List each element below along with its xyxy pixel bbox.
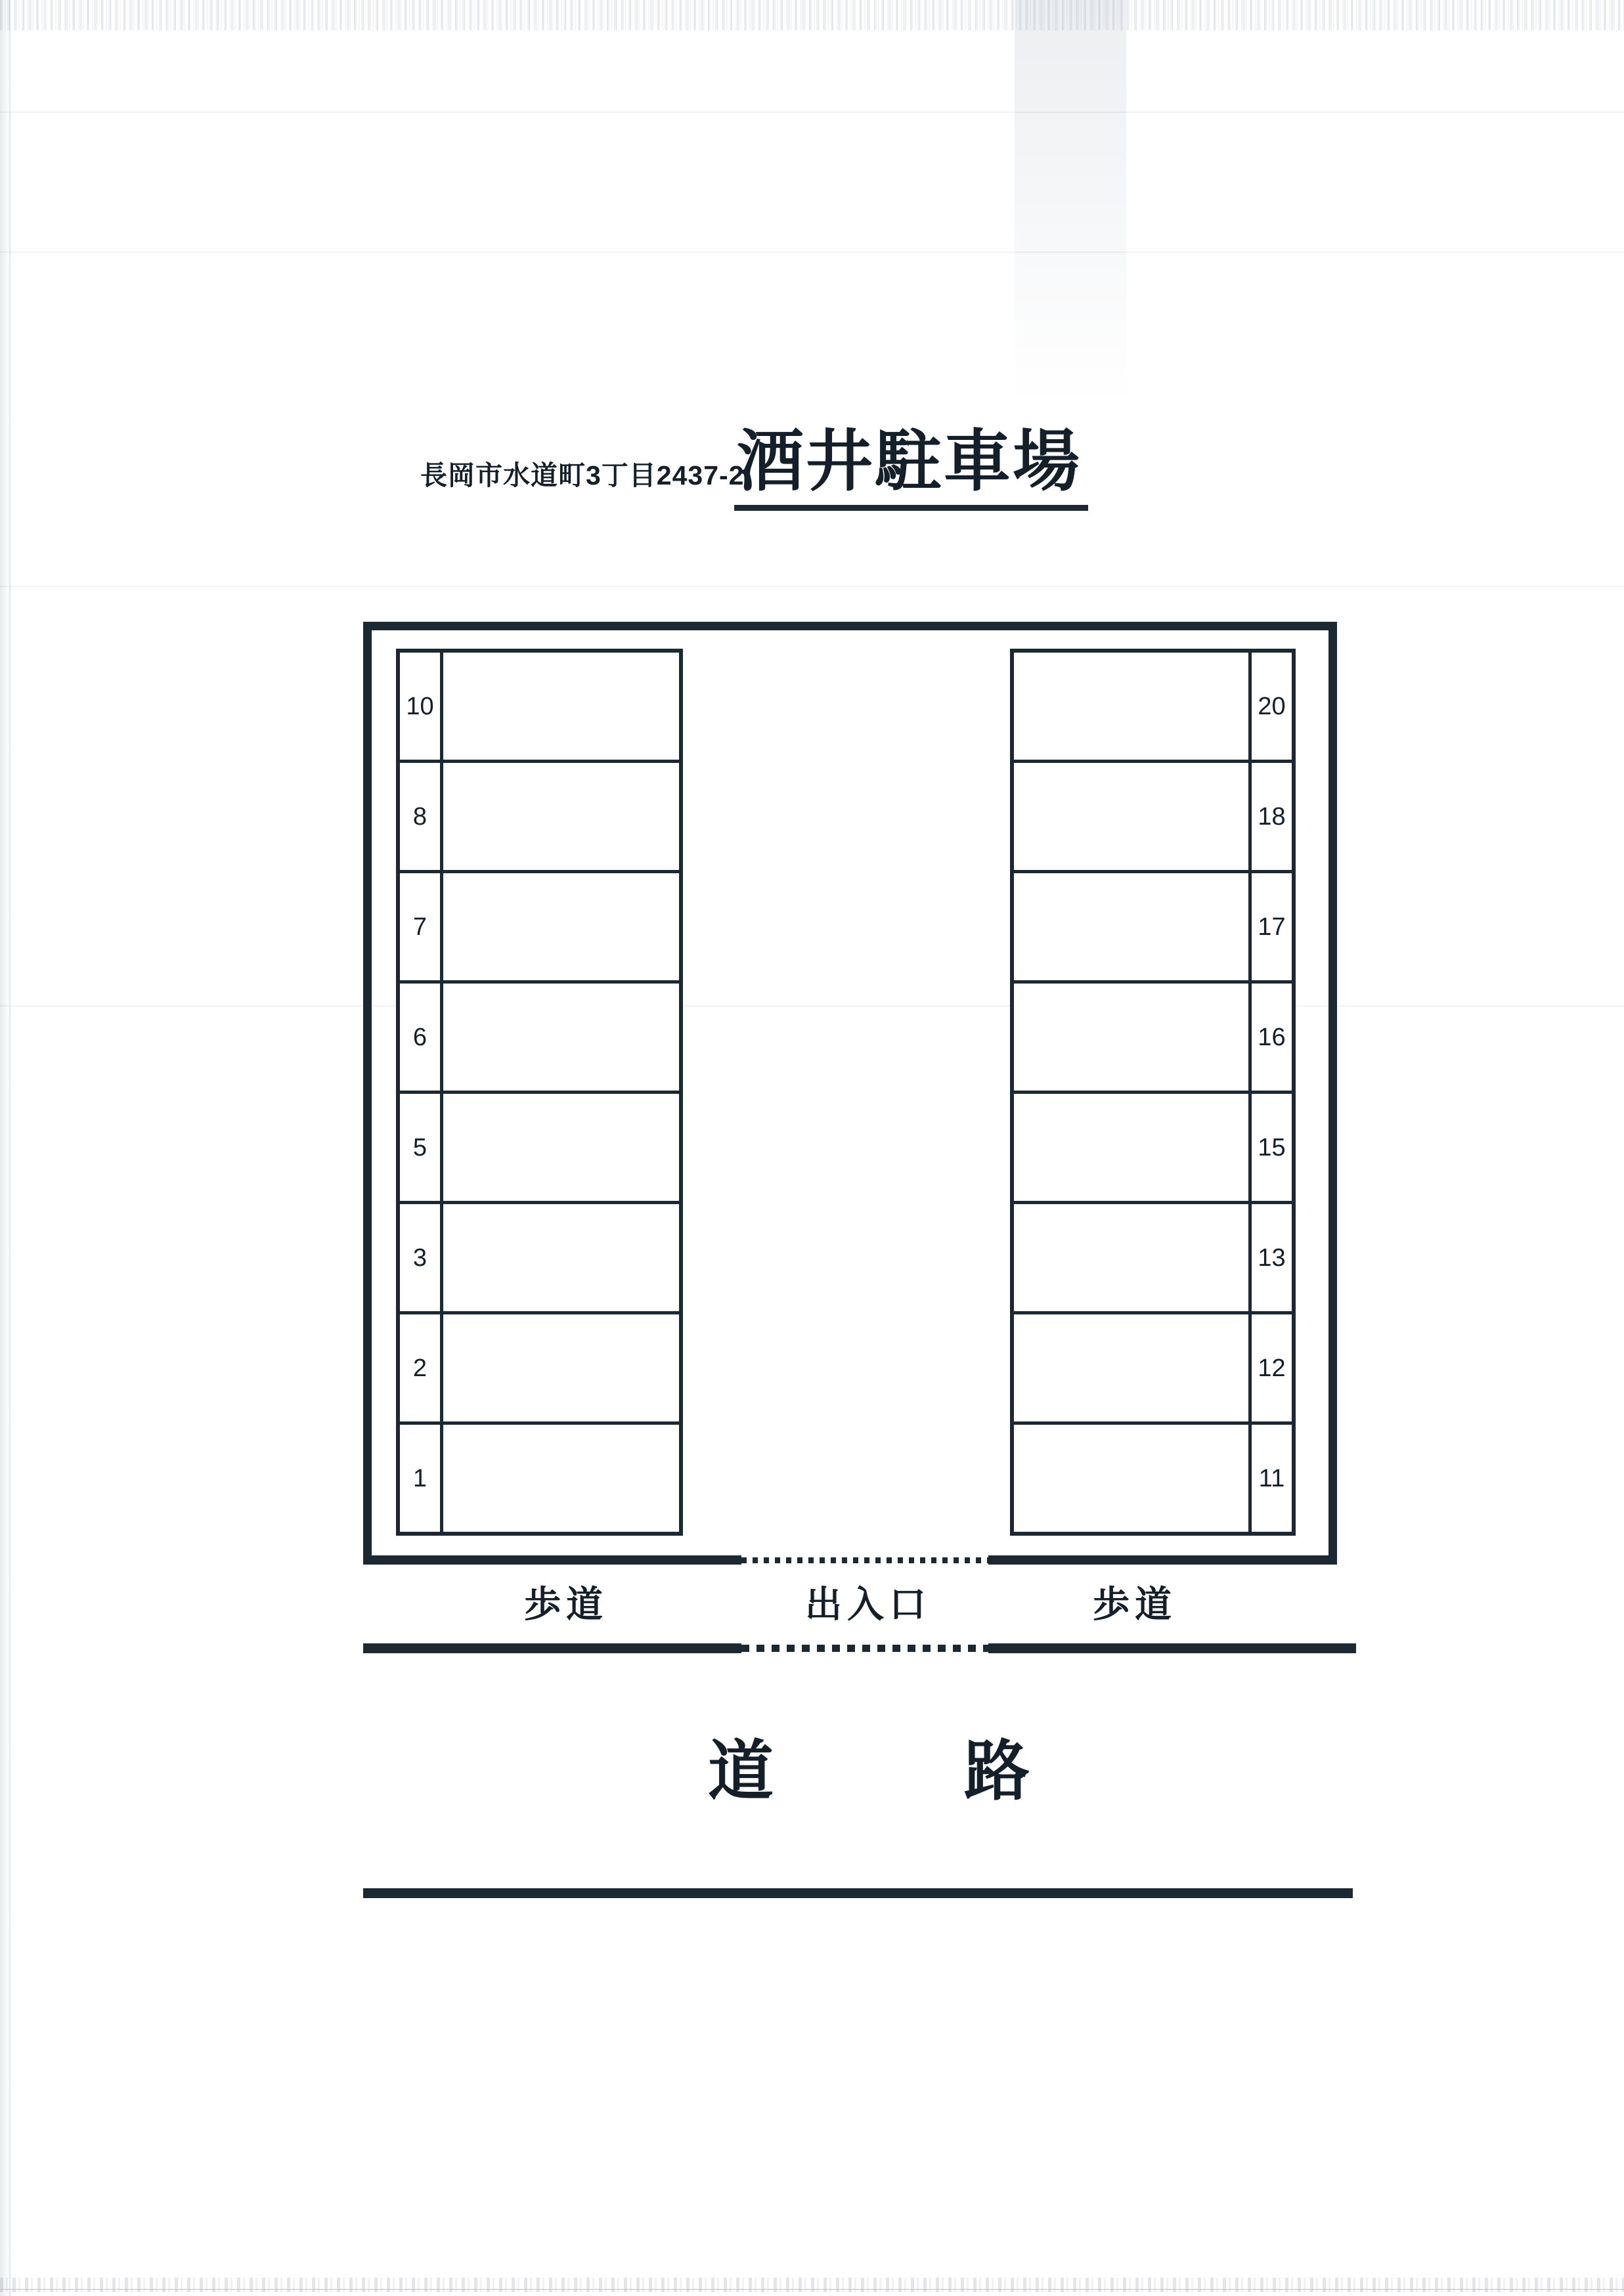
stall-number: 18 [1248, 763, 1292, 870]
scan-smudge-top-center [1015, 0, 1126, 407]
parking-stall-row [1014, 653, 1292, 760]
parking-stall-row [400, 870, 679, 980]
sidewalk-road-line-right-segment [988, 1643, 1356, 1653]
stall-number: 11 [1248, 1425, 1292, 1532]
stall-space [443, 1094, 679, 1201]
stall-space [443, 984, 679, 1091]
parking-stall-row [400, 1311, 679, 1421]
scan-artifact-line [0, 112, 1624, 113]
parking-stall-row [1014, 1311, 1292, 1421]
parking-stall-row [400, 980, 679, 1091]
stall-number: 1 [400, 1425, 443, 1532]
parking-stall-row [400, 1091, 679, 1201]
road-bottom-line [363, 1888, 1353, 1898]
stall-number: 5 [400, 1094, 443, 1201]
scan-artifact-line [0, 586, 1624, 587]
parking-stall-row [400, 760, 679, 870]
stall-number: 17 [1248, 873, 1292, 980]
stall-space [443, 873, 679, 980]
stall-number: 12 [1248, 1314, 1292, 1421]
parking-stall-row [400, 653, 679, 760]
sidewalk-road-line-dashed-segment [741, 1645, 988, 1652]
parking-stall-row [400, 1421, 679, 1532]
parking-stall-row [1014, 870, 1292, 980]
stall-space [443, 1425, 679, 1532]
scan-edge-hairline [9, 0, 11, 2296]
parking-stall-row [1014, 760, 1292, 870]
sidewalk-road-line-left-segment [363, 1643, 741, 1653]
road-label-char-2: 路 [964, 1735, 1030, 1808]
stall-space [1014, 653, 1248, 760]
lot-boundary-bottom-left-segment [363, 1555, 741, 1565]
scan-hairline-bottom [0, 2289, 1624, 2290]
stall-space [443, 763, 679, 870]
sidewalk-label-right: 歩道 [1093, 1584, 1177, 1625]
stall-space [443, 653, 679, 760]
parking-stall-row [1014, 980, 1292, 1091]
sidewalk-label-left: 歩道 [524, 1584, 608, 1625]
stall-space [1014, 1425, 1248, 1532]
right-stall-table [1010, 649, 1296, 1536]
stall-number: 2 [400, 1314, 443, 1421]
stall-space [1014, 1314, 1248, 1421]
parking-stall-row [1014, 1421, 1292, 1532]
left-stall-table [396, 649, 683, 1536]
stall-number: 13 [1248, 1204, 1292, 1311]
road-label-char-1: 道 [708, 1735, 774, 1808]
page-title: 酒井駐車場 [734, 427, 1088, 511]
entrance-label: 出入口 [805, 1584, 931, 1625]
stall-number: 10 [400, 653, 443, 760]
entrance-gap-dotted-line [741, 1557, 988, 1563]
scan-artifact-line [0, 251, 1624, 253]
stall-number: 6 [400, 984, 443, 1091]
address-text: 長岡市水道町3丁目2437-2 [420, 460, 745, 490]
parking-stall-row [1014, 1201, 1292, 1311]
parking-stall-row [1014, 1091, 1292, 1201]
stall-number: 8 [400, 763, 443, 870]
parking-stall-row [400, 1201, 679, 1311]
lot-boundary-bottom-right-segment [988, 1555, 1337, 1565]
stall-number: 15 [1248, 1094, 1292, 1201]
stall-number: 20 [1248, 653, 1292, 760]
stall-space [1014, 1094, 1248, 1201]
stall-space [1014, 873, 1248, 980]
stall-space [443, 1314, 679, 1421]
stall-number: 7 [400, 873, 443, 980]
stall-space [1014, 984, 1248, 1091]
stall-number: 3 [400, 1204, 443, 1311]
scan-noise-top [0, 0, 1624, 30]
stall-number: 16 [1248, 984, 1292, 1091]
stall-space [443, 1204, 679, 1311]
stall-space [1014, 763, 1248, 870]
stall-space [1014, 1204, 1248, 1311]
